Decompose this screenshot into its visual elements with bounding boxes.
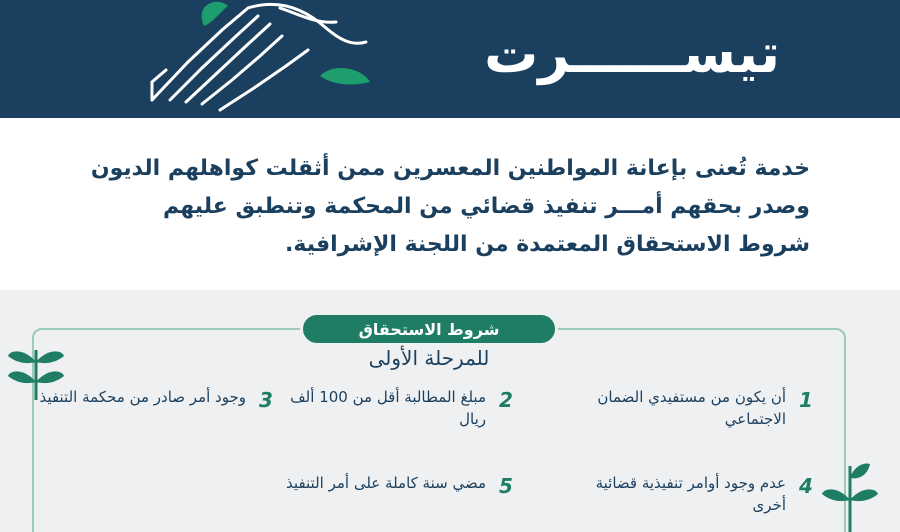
condition-text: أن يكون من مستفيدي الضمان الاجتماعي <box>597 388 786 428</box>
condition-number: 4 <box>799 474 813 498</box>
condition-text: مضي سنة كاملة على أمر التنفيذ <box>286 474 486 492</box>
condition-item <box>270 386 520 442</box>
hands-leaves-logo-icon <box>130 0 370 118</box>
condition-item <box>570 386 820 442</box>
service-description: خدمة تُعنى بإعانة المواطنين المعسرين ممن أثقلت كواهلهم الديون وصدر بحقهم أمـــر تنفيذ قضائي من المحكمة وتنطبق عليهم شروط الاستحقاق المعتمدة من اللجنة الإشرافية. <box>90 156 810 257</box>
condition-text: مبلغ المطالبة أقل من 100 ألف ريال <box>290 388 486 428</box>
page-title: تيســــــرت <box>484 22 780 85</box>
condition-number: 1 <box>799 388 813 412</box>
phase-label: للمرحلة الأولى <box>368 346 490 370</box>
header-banner <box>0 0 900 118</box>
condition-number: 3 <box>259 388 273 412</box>
leaf-sprig-icon <box>820 460 880 532</box>
eligibility-heading: شروط الاستحقاق <box>300 312 558 346</box>
leaf-sprig-icon <box>6 340 66 400</box>
condition-item <box>570 472 820 528</box>
condition-text: عدم وجود أوامر تنفيذية قضائية أخرى <box>595 474 786 514</box>
condition-item <box>30 386 280 442</box>
condition-item <box>270 472 520 528</box>
eligibility-panel <box>0 290 900 532</box>
condition-number: 2 <box>499 388 513 412</box>
condition-text: وجود أمر صادر من محكمة التنفيذ <box>39 388 246 406</box>
condition-number: 5 <box>499 474 513 498</box>
